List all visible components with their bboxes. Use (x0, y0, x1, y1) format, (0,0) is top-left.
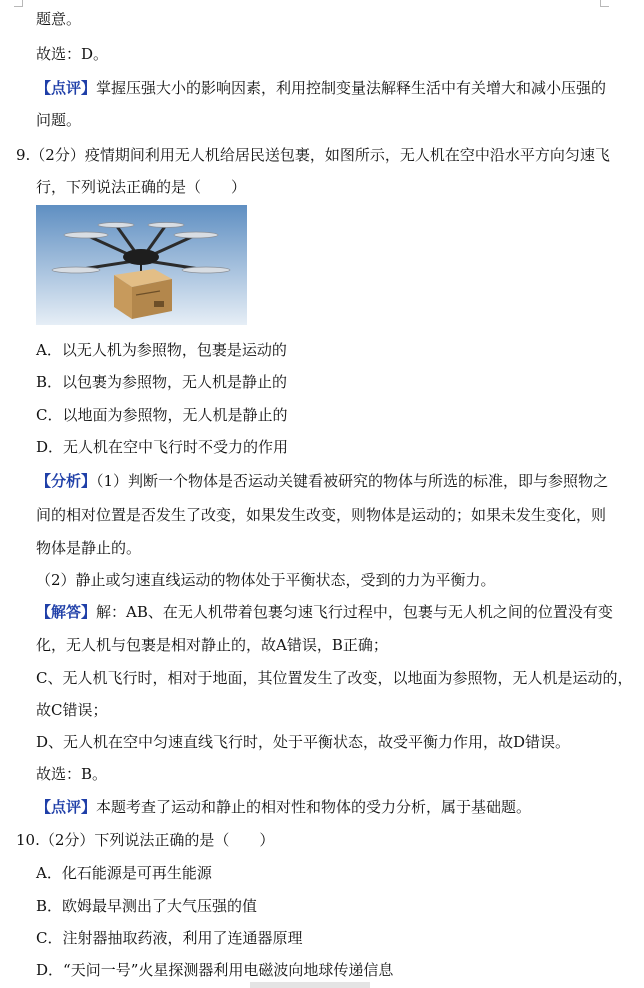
text-line: 故C错误； (36, 701, 108, 719)
option-9c: C．以地面为参照物，无人机是静止的 (36, 406, 288, 424)
corner-mark-right-h (600, 6, 609, 7)
comment-line (36, 797, 531, 817)
question-10-stem: 10.（2分）下列说法正确的是（ ） (16, 831, 275, 849)
solution-tag: 【解答】 (36, 603, 97, 621)
corner-mark-left-h (14, 6, 23, 7)
question-9-stem: 9.（2分）疫情期间利用无人机给居民送包裹，如图所示，无人机在空中沿水平方向匀速飞 (16, 146, 610, 164)
text-line: 题意。 (36, 10, 82, 28)
text-line: （2）静止或匀速直线运动的物体处于平衡状态，受到的力为平衡力。 (36, 571, 496, 589)
text-line: 间的相对位置是否发生了改变，如果发生改变，则物体是运动的；如果未发生变化，则 (36, 506, 607, 524)
text-line: 化，无人机与包裹是相对静止的，故A错误，B正确； (36, 636, 388, 654)
comment-tag: 【点评】 (36, 798, 97, 816)
text-line: 物体是静止的。 (36, 539, 142, 557)
option-9b: B．以包裹为参照物，无人机是静止的 (36, 373, 288, 391)
solution-line (36, 602, 613, 622)
text-line: C、无人机飞行时，相对于地面，其位置发生了改变，以地面为参照物，无人机是运动的， (36, 669, 633, 687)
option-9a: A．以无人机为参照物，包裹是运动的 (36, 341, 287, 359)
text-line: D、无人机在空中匀速直线飞行时，处于平衡状态，故受平衡力作用，故D错误。 (36, 733, 571, 751)
comment-line (36, 78, 606, 98)
option-10d: D．“天问一号”火星探测器利用电磁波向地球传递信息 (36, 961, 394, 979)
comment-tag: 【点评】 (36, 79, 97, 97)
text-line: 故选：B。 (36, 765, 108, 783)
drone-delivery-photo (36, 205, 247, 325)
analysis-text: （1）判断一个物体是否运动关键看被研究的物体与所选的标准，即与参照物之 (96, 472, 609, 490)
text-line: 问题。 (36, 111, 82, 129)
option-10b: B．欧姆最早测出了大气压强的值 (36, 897, 258, 915)
text-line: 故选：D。 (36, 45, 109, 63)
option-10a: A．化石能源是可再生能源 (36, 864, 212, 882)
comment-text: 掌握压强大小的影响因素，利用控制变量法解释生活中有关增大和减小压强的 (96, 79, 607, 97)
solution-text: 解：AB、在无人机带着包裹匀速飞行过程中，包裹与无人机之间的位置没有变 (96, 603, 613, 621)
drone-image-icon (36, 205, 247, 325)
option-10c: C．注射器抽取药液，利用了连通器原理 (36, 929, 303, 947)
option-9d: D．无人机在空中飞行时不受力的作用 (36, 438, 289, 456)
analysis-line (36, 471, 608, 491)
comment-text: 本题考查了运动和静止的相对性和物体的受力分析，属于基础题。 (96, 798, 532, 816)
page-footer (250, 982, 370, 988)
question-9-stem-cont: 行，下列说法正确的是（ ） (36, 178, 247, 196)
analysis-tag: 【分析】 (36, 472, 97, 490)
